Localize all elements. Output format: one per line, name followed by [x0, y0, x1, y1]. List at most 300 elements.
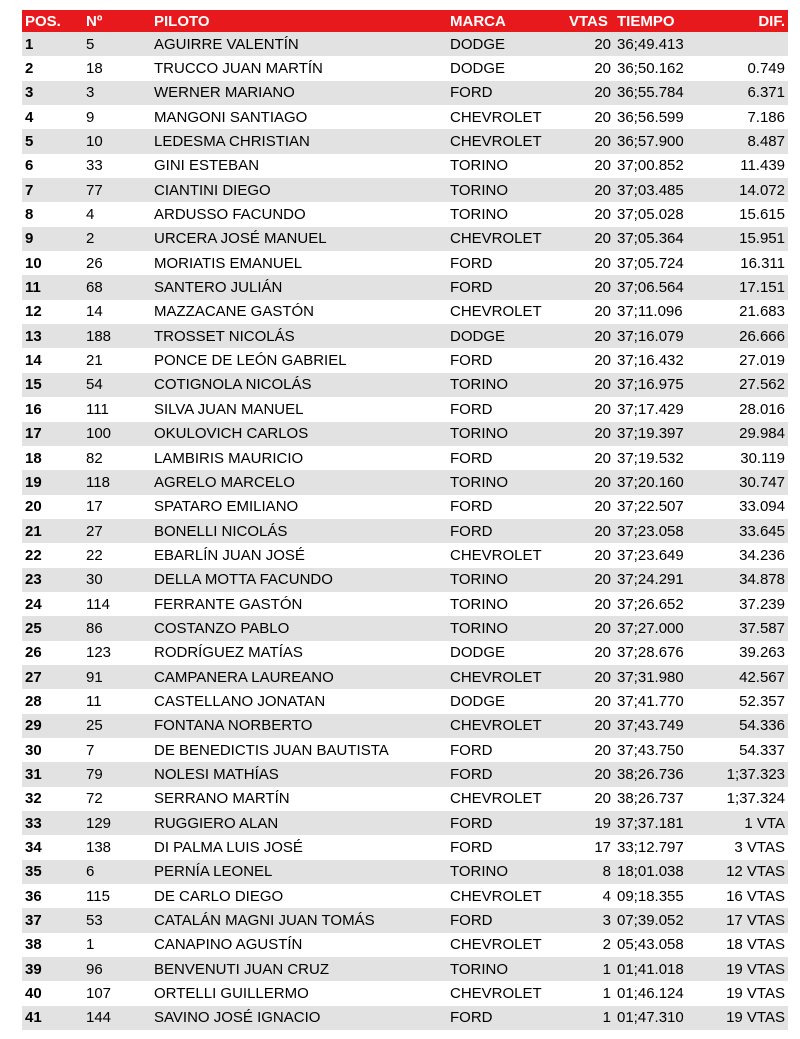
- cell-pos: 37: [22, 908, 83, 932]
- header-time: TIEMPO: [614, 10, 708, 32]
- table-row: [22, 689, 788, 713]
- cell-laps: 20: [568, 495, 614, 519]
- cell-diff: 11.439: [708, 154, 788, 178]
- table-row: [22, 981, 788, 1005]
- cell-driver: CAMPANERA LAUREANO: [151, 665, 447, 689]
- table-row: [22, 495, 788, 519]
- cell-pos: 6: [22, 154, 83, 178]
- table-row: [22, 470, 788, 494]
- table-row: [22, 324, 788, 348]
- cell-diff: 52.357: [708, 689, 788, 713]
- cell-brand: FORD: [447, 348, 568, 372]
- cell-driver: COTIGNOLA NICOLÁS: [151, 373, 447, 397]
- cell-time: 37;28.676: [614, 641, 708, 665]
- cell-driver: CIANTINI DIEGO: [151, 178, 447, 202]
- cell-driver: MAZZACANE GASTÓN: [151, 300, 447, 324]
- cell-driver: MANGONI SANTIAGO: [151, 105, 447, 129]
- table-row: [22, 154, 788, 178]
- table-row: [22, 56, 788, 80]
- cell-time: 37;22.507: [614, 495, 708, 519]
- cell-diff: 6.371: [708, 81, 788, 105]
- cell-laps: 1: [568, 1006, 614, 1030]
- cell-brand: FORD: [447, 762, 568, 786]
- header-diff: DIF.: [708, 10, 788, 32]
- cell-time: 36;49.413: [614, 32, 708, 56]
- cell-laps: 4: [568, 884, 614, 908]
- cell-driver: BENVENUTI JUAN CRUZ: [151, 957, 447, 981]
- cell-pos: 24: [22, 592, 83, 616]
- cell-diff: [708, 32, 788, 56]
- cell-diff: 8.487: [708, 129, 788, 153]
- cell-number: 111: [83, 397, 151, 421]
- cell-brand: FORD: [447, 1006, 568, 1030]
- cell-time: 37;23.649: [614, 543, 708, 567]
- cell-brand: FORD: [447, 81, 568, 105]
- cell-laps: 20: [568, 592, 614, 616]
- cell-diff: 19 VTAS: [708, 1006, 788, 1030]
- cell-laps: 20: [568, 105, 614, 129]
- cell-number: 91: [83, 665, 151, 689]
- cell-number: 68: [83, 275, 151, 299]
- table-row: [22, 665, 788, 689]
- cell-laps: 2: [568, 933, 614, 957]
- cell-time: 33;12.797: [614, 835, 708, 859]
- cell-laps: 20: [568, 227, 614, 251]
- cell-diff: 37.587: [708, 616, 788, 640]
- cell-time: 36;50.162: [614, 56, 708, 80]
- cell-pos: 22: [22, 543, 83, 567]
- cell-pos: 7: [22, 178, 83, 202]
- cell-laps: 3: [568, 908, 614, 932]
- cell-laps: 20: [568, 738, 614, 762]
- cell-driver: SAVINO JOSÉ IGNACIO: [151, 1006, 447, 1030]
- cell-time: 37;16.079: [614, 324, 708, 348]
- table-row: [22, 227, 788, 251]
- table-row: [22, 129, 788, 153]
- cell-time: 36;55.784: [614, 81, 708, 105]
- cell-brand: FORD: [447, 397, 568, 421]
- cell-driver: DE CARLO DIEGO: [151, 884, 447, 908]
- cell-driver: CASTELLANO JONATAN: [151, 689, 447, 713]
- table-row: [22, 738, 788, 762]
- cell-diff: 29.984: [708, 422, 788, 446]
- cell-number: 123: [83, 641, 151, 665]
- cell-brand: TORINO: [447, 860, 568, 884]
- cell-time: 05;43.058: [614, 933, 708, 957]
- cell-diff: 0.749: [708, 56, 788, 80]
- cell-pos: 16: [22, 397, 83, 421]
- cell-number: 115: [83, 884, 151, 908]
- cell-driver: SILVA JUAN MANUEL: [151, 397, 447, 421]
- table-row: [22, 300, 788, 324]
- cell-number: 188: [83, 324, 151, 348]
- header-laps: VTAS: [568, 10, 614, 32]
- cell-laps: 20: [568, 519, 614, 543]
- cell-brand: FORD: [447, 495, 568, 519]
- table-row: [22, 787, 788, 811]
- cell-number: 86: [83, 616, 151, 640]
- cell-pos: 11: [22, 275, 83, 299]
- table-row: [22, 884, 788, 908]
- cell-pos: 21: [22, 519, 83, 543]
- cell-number: 9: [83, 105, 151, 129]
- cell-brand: FORD: [447, 908, 568, 932]
- cell-driver: DI PALMA LUIS JOSÉ: [151, 835, 447, 859]
- cell-pos: 2: [22, 56, 83, 80]
- cell-driver: PONCE DE LEÓN GABRIEL: [151, 348, 447, 372]
- cell-laps: 20: [568, 129, 614, 153]
- cell-brand: CHEVROLET: [447, 543, 568, 567]
- cell-brand: TORINO: [447, 616, 568, 640]
- cell-laps: 19: [568, 811, 614, 835]
- cell-diff: 33.094: [708, 495, 788, 519]
- cell-driver: COSTANZO PABLO: [151, 616, 447, 640]
- cell-pos: 3: [22, 81, 83, 105]
- table-row: [22, 251, 788, 275]
- cell-brand: TORINO: [447, 568, 568, 592]
- cell-laps: 20: [568, 154, 614, 178]
- header-row: [22, 10, 788, 32]
- cell-driver: LAMBIRIS MAURICIO: [151, 446, 447, 470]
- cell-diff: 3 VTAS: [708, 835, 788, 859]
- cell-laps: 1: [568, 981, 614, 1005]
- cell-number: 100: [83, 422, 151, 446]
- cell-brand: TORINO: [447, 957, 568, 981]
- cell-driver: SANTERO JULIÁN: [151, 275, 447, 299]
- cell-number: 5: [83, 32, 151, 56]
- cell-brand: FORD: [447, 811, 568, 835]
- cell-laps: 20: [568, 275, 614, 299]
- cell-laps: 20: [568, 397, 614, 421]
- cell-brand: TORINO: [447, 154, 568, 178]
- cell-pos: 29: [22, 714, 83, 738]
- cell-time: 37;05.028: [614, 202, 708, 226]
- cell-brand: FORD: [447, 446, 568, 470]
- cell-driver: URCERA JOSÉ MANUEL: [151, 227, 447, 251]
- cell-laps: 20: [568, 616, 614, 640]
- cell-driver: ORTELLI GUILLERMO: [151, 981, 447, 1005]
- cell-pos: 8: [22, 202, 83, 226]
- cell-pos: 38: [22, 933, 83, 957]
- cell-pos: 33: [22, 811, 83, 835]
- cell-time: 18;01.038: [614, 860, 708, 884]
- cell-laps: 20: [568, 689, 614, 713]
- cell-driver: LEDESMA CHRISTIAN: [151, 129, 447, 153]
- cell-driver: FONTANA NORBERTO: [151, 714, 447, 738]
- cell-number: 72: [83, 787, 151, 811]
- cell-pos: 39: [22, 957, 83, 981]
- cell-laps: 20: [568, 787, 614, 811]
- cell-diff: 30.747: [708, 470, 788, 494]
- cell-brand: TORINO: [447, 178, 568, 202]
- cell-number: 17: [83, 495, 151, 519]
- cell-diff: 27.562: [708, 373, 788, 397]
- cell-time: 37;05.364: [614, 227, 708, 251]
- table-row: [22, 373, 788, 397]
- cell-diff: 54.336: [708, 714, 788, 738]
- cell-brand: DODGE: [447, 641, 568, 665]
- cell-diff: 27.019: [708, 348, 788, 372]
- cell-laps: 20: [568, 32, 614, 56]
- header-driver: PILOTO: [151, 10, 447, 32]
- table-row: [22, 908, 788, 932]
- cell-pos: 27: [22, 665, 83, 689]
- cell-driver: ARDUSSO FACUNDO: [151, 202, 447, 226]
- cell-laps: 20: [568, 178, 614, 202]
- table-row: [22, 957, 788, 981]
- cell-diff: 17 VTAS: [708, 908, 788, 932]
- table-row: [22, 860, 788, 884]
- cell-pos: 35: [22, 860, 83, 884]
- cell-brand: FORD: [447, 519, 568, 543]
- cell-driver: CANAPINO AGUSTÍN: [151, 933, 447, 957]
- cell-number: 54: [83, 373, 151, 397]
- cell-brand: CHEVROLET: [447, 787, 568, 811]
- cell-pos: 4: [22, 105, 83, 129]
- cell-pos: 1: [22, 32, 83, 56]
- cell-driver: NOLESI MATHÍAS: [151, 762, 447, 786]
- table-row: [22, 105, 788, 129]
- cell-pos: 14: [22, 348, 83, 372]
- cell-laps: 20: [568, 470, 614, 494]
- cell-diff: 18 VTAS: [708, 933, 788, 957]
- cell-pos: 25: [22, 616, 83, 640]
- cell-laps: 20: [568, 422, 614, 446]
- header-number: Nº: [83, 10, 151, 32]
- cell-number: 27: [83, 519, 151, 543]
- table-row: [22, 762, 788, 786]
- cell-brand: CHEVROLET: [447, 129, 568, 153]
- cell-number: 25: [83, 714, 151, 738]
- cell-number: 7: [83, 738, 151, 762]
- cell-pos: 23: [22, 568, 83, 592]
- cell-pos: 36: [22, 884, 83, 908]
- cell-time: 37;19.532: [614, 446, 708, 470]
- cell-pos: 26: [22, 641, 83, 665]
- table-row: [22, 422, 788, 446]
- table-row: [22, 543, 788, 567]
- cell-driver: TRUCCO JUAN MARTÍN: [151, 56, 447, 80]
- cell-time: 37;16.975: [614, 373, 708, 397]
- cell-diff: 28.016: [708, 397, 788, 421]
- cell-driver: WERNER MARIANO: [151, 81, 447, 105]
- cell-number: 82: [83, 446, 151, 470]
- cell-driver: GINI ESTEBAN: [151, 154, 447, 178]
- cell-diff: 26.666: [708, 324, 788, 348]
- cell-laps: 20: [568, 446, 614, 470]
- cell-number: 129: [83, 811, 151, 835]
- table-row: [22, 568, 788, 592]
- cell-laps: 8: [568, 860, 614, 884]
- cell-laps: 20: [568, 665, 614, 689]
- cell-pos: 12: [22, 300, 83, 324]
- cell-driver: OKULOVICH CARLOS: [151, 422, 447, 446]
- cell-time: 37;06.564: [614, 275, 708, 299]
- cell-diff: 15.615: [708, 202, 788, 226]
- cell-number: 10: [83, 129, 151, 153]
- cell-pos: 30: [22, 738, 83, 762]
- table-row: [22, 714, 788, 738]
- cell-diff: 7.186: [708, 105, 788, 129]
- cell-brand: DODGE: [447, 32, 568, 56]
- cell-brand: FORD: [447, 275, 568, 299]
- cell-pos: 41: [22, 1006, 83, 1030]
- cell-laps: 20: [568, 348, 614, 372]
- cell-time: 37;11.096: [614, 300, 708, 324]
- cell-time: 37;17.429: [614, 397, 708, 421]
- cell-time: 37;16.432: [614, 348, 708, 372]
- cell-number: 3: [83, 81, 151, 105]
- cell-number: 26: [83, 251, 151, 275]
- cell-number: 114: [83, 592, 151, 616]
- table-row: [22, 275, 788, 299]
- cell-laps: 1: [568, 957, 614, 981]
- cell-driver: DELLA MOTTA FACUNDO: [151, 568, 447, 592]
- cell-pos: 9: [22, 227, 83, 251]
- cell-pos: 15: [22, 373, 83, 397]
- table-row: [22, 348, 788, 372]
- cell-time: 37;20.160: [614, 470, 708, 494]
- cell-diff: 1;37.323: [708, 762, 788, 786]
- cell-time: 37;00.852: [614, 154, 708, 178]
- cell-pos: 13: [22, 324, 83, 348]
- cell-brand: CHEVROLET: [447, 105, 568, 129]
- cell-driver: SERRANO MARTÍN: [151, 787, 447, 811]
- cell-diff: 34.236: [708, 543, 788, 567]
- cell-diff: 17.151: [708, 275, 788, 299]
- table-row: [22, 397, 788, 421]
- cell-laps: 17: [568, 835, 614, 859]
- cell-laps: 20: [568, 543, 614, 567]
- cell-driver: RUGGIERO ALAN: [151, 811, 447, 835]
- cell-time: 01;46.124: [614, 981, 708, 1005]
- cell-pos: 10: [22, 251, 83, 275]
- cell-brand: TORINO: [447, 592, 568, 616]
- cell-number: 4: [83, 202, 151, 226]
- cell-brand: CHEVROLET: [447, 227, 568, 251]
- cell-number: 107: [83, 981, 151, 1005]
- cell-number: 96: [83, 957, 151, 981]
- cell-time: 37;41.770: [614, 689, 708, 713]
- table-row: [22, 811, 788, 835]
- cell-brand: CHEVROLET: [447, 981, 568, 1005]
- header-pos: POS.: [22, 10, 83, 32]
- cell-brand: DODGE: [447, 324, 568, 348]
- cell-pos: 19: [22, 470, 83, 494]
- cell-diff: 16 VTAS: [708, 884, 788, 908]
- cell-time: 37;37.181: [614, 811, 708, 835]
- cell-brand: CHEVROLET: [447, 933, 568, 957]
- cell-diff: 1 VTA: [708, 811, 788, 835]
- table-row: [22, 446, 788, 470]
- cell-time: 37;31.980: [614, 665, 708, 689]
- cell-laps: 20: [568, 251, 614, 275]
- cell-time: 37;03.485: [614, 178, 708, 202]
- header-brand: MARCA: [447, 10, 568, 32]
- cell-time: 37;24.291: [614, 568, 708, 592]
- cell-driver: AGRELO MARCELO: [151, 470, 447, 494]
- cell-number: 33: [83, 154, 151, 178]
- cell-number: 1: [83, 933, 151, 957]
- cell-number: 79: [83, 762, 151, 786]
- cell-pos: 17: [22, 422, 83, 446]
- cell-time: 38;26.736: [614, 762, 708, 786]
- cell-brand: FORD: [447, 738, 568, 762]
- cell-brand: DODGE: [447, 689, 568, 713]
- cell-time: 01;47.310: [614, 1006, 708, 1030]
- cell-pos: 32: [22, 787, 83, 811]
- cell-driver: AGUIRRE VALENTÍN: [151, 32, 447, 56]
- cell-driver: FERRANTE GASTÓN: [151, 592, 447, 616]
- cell-laps: 20: [568, 714, 614, 738]
- table-row: [22, 81, 788, 105]
- cell-time: 37;43.749: [614, 714, 708, 738]
- cell-laps: 20: [568, 373, 614, 397]
- cell-laps: 20: [568, 300, 614, 324]
- cell-brand: CHEVROLET: [447, 665, 568, 689]
- cell-pos: 31: [22, 762, 83, 786]
- table-row: [22, 933, 788, 957]
- cell-time: 37;26.652: [614, 592, 708, 616]
- cell-time: 36;56.599: [614, 105, 708, 129]
- cell-driver: TROSSET NICOLÁS: [151, 324, 447, 348]
- table-row: [22, 835, 788, 859]
- cell-number: 144: [83, 1006, 151, 1030]
- cell-driver: SPATARO EMILIANO: [151, 495, 447, 519]
- cell-diff: 30.119: [708, 446, 788, 470]
- cell-diff: 33.645: [708, 519, 788, 543]
- cell-number: 77: [83, 178, 151, 202]
- cell-diff: 12 VTAS: [708, 860, 788, 884]
- cell-pos: 28: [22, 689, 83, 713]
- cell-time: 37;23.058: [614, 519, 708, 543]
- table-row: [22, 592, 788, 616]
- cell-pos: 5: [22, 129, 83, 153]
- cell-laps: 20: [568, 568, 614, 592]
- cell-pos: 34: [22, 835, 83, 859]
- cell-number: 53: [83, 908, 151, 932]
- cell-driver: RODRÍGUEZ MATÍAS: [151, 641, 447, 665]
- cell-diff: 54.337: [708, 738, 788, 762]
- cell-brand: CHEVROLET: [447, 714, 568, 738]
- cell-laps: 20: [568, 762, 614, 786]
- cell-laps: 20: [568, 202, 614, 226]
- cell-number: 18: [83, 56, 151, 80]
- cell-diff: 19 VTAS: [708, 957, 788, 981]
- cell-laps: 20: [568, 81, 614, 105]
- cell-brand: FORD: [447, 835, 568, 859]
- cell-diff: 15.951: [708, 227, 788, 251]
- cell-driver: BONELLI NICOLÁS: [151, 519, 447, 543]
- cell-number: 30: [83, 568, 151, 592]
- cell-laps: 20: [568, 324, 614, 348]
- cell-driver: PERNÍA LEONEL: [151, 860, 447, 884]
- table-row: [22, 178, 788, 202]
- cell-driver: MORIATIS EMANUEL: [151, 251, 447, 275]
- cell-number: 118: [83, 470, 151, 494]
- cell-diff: 39.263: [708, 641, 788, 665]
- cell-number: 2: [83, 227, 151, 251]
- cell-number: 22: [83, 543, 151, 567]
- results-table: [22, 10, 788, 1030]
- cell-brand: TORINO: [447, 373, 568, 397]
- cell-diff: 19 VTAS: [708, 981, 788, 1005]
- cell-time: 01;41.018: [614, 957, 708, 981]
- table-row: [22, 32, 788, 56]
- cell-time: 07;39.052: [614, 908, 708, 932]
- cell-laps: 20: [568, 641, 614, 665]
- cell-time: 37;05.724: [614, 251, 708, 275]
